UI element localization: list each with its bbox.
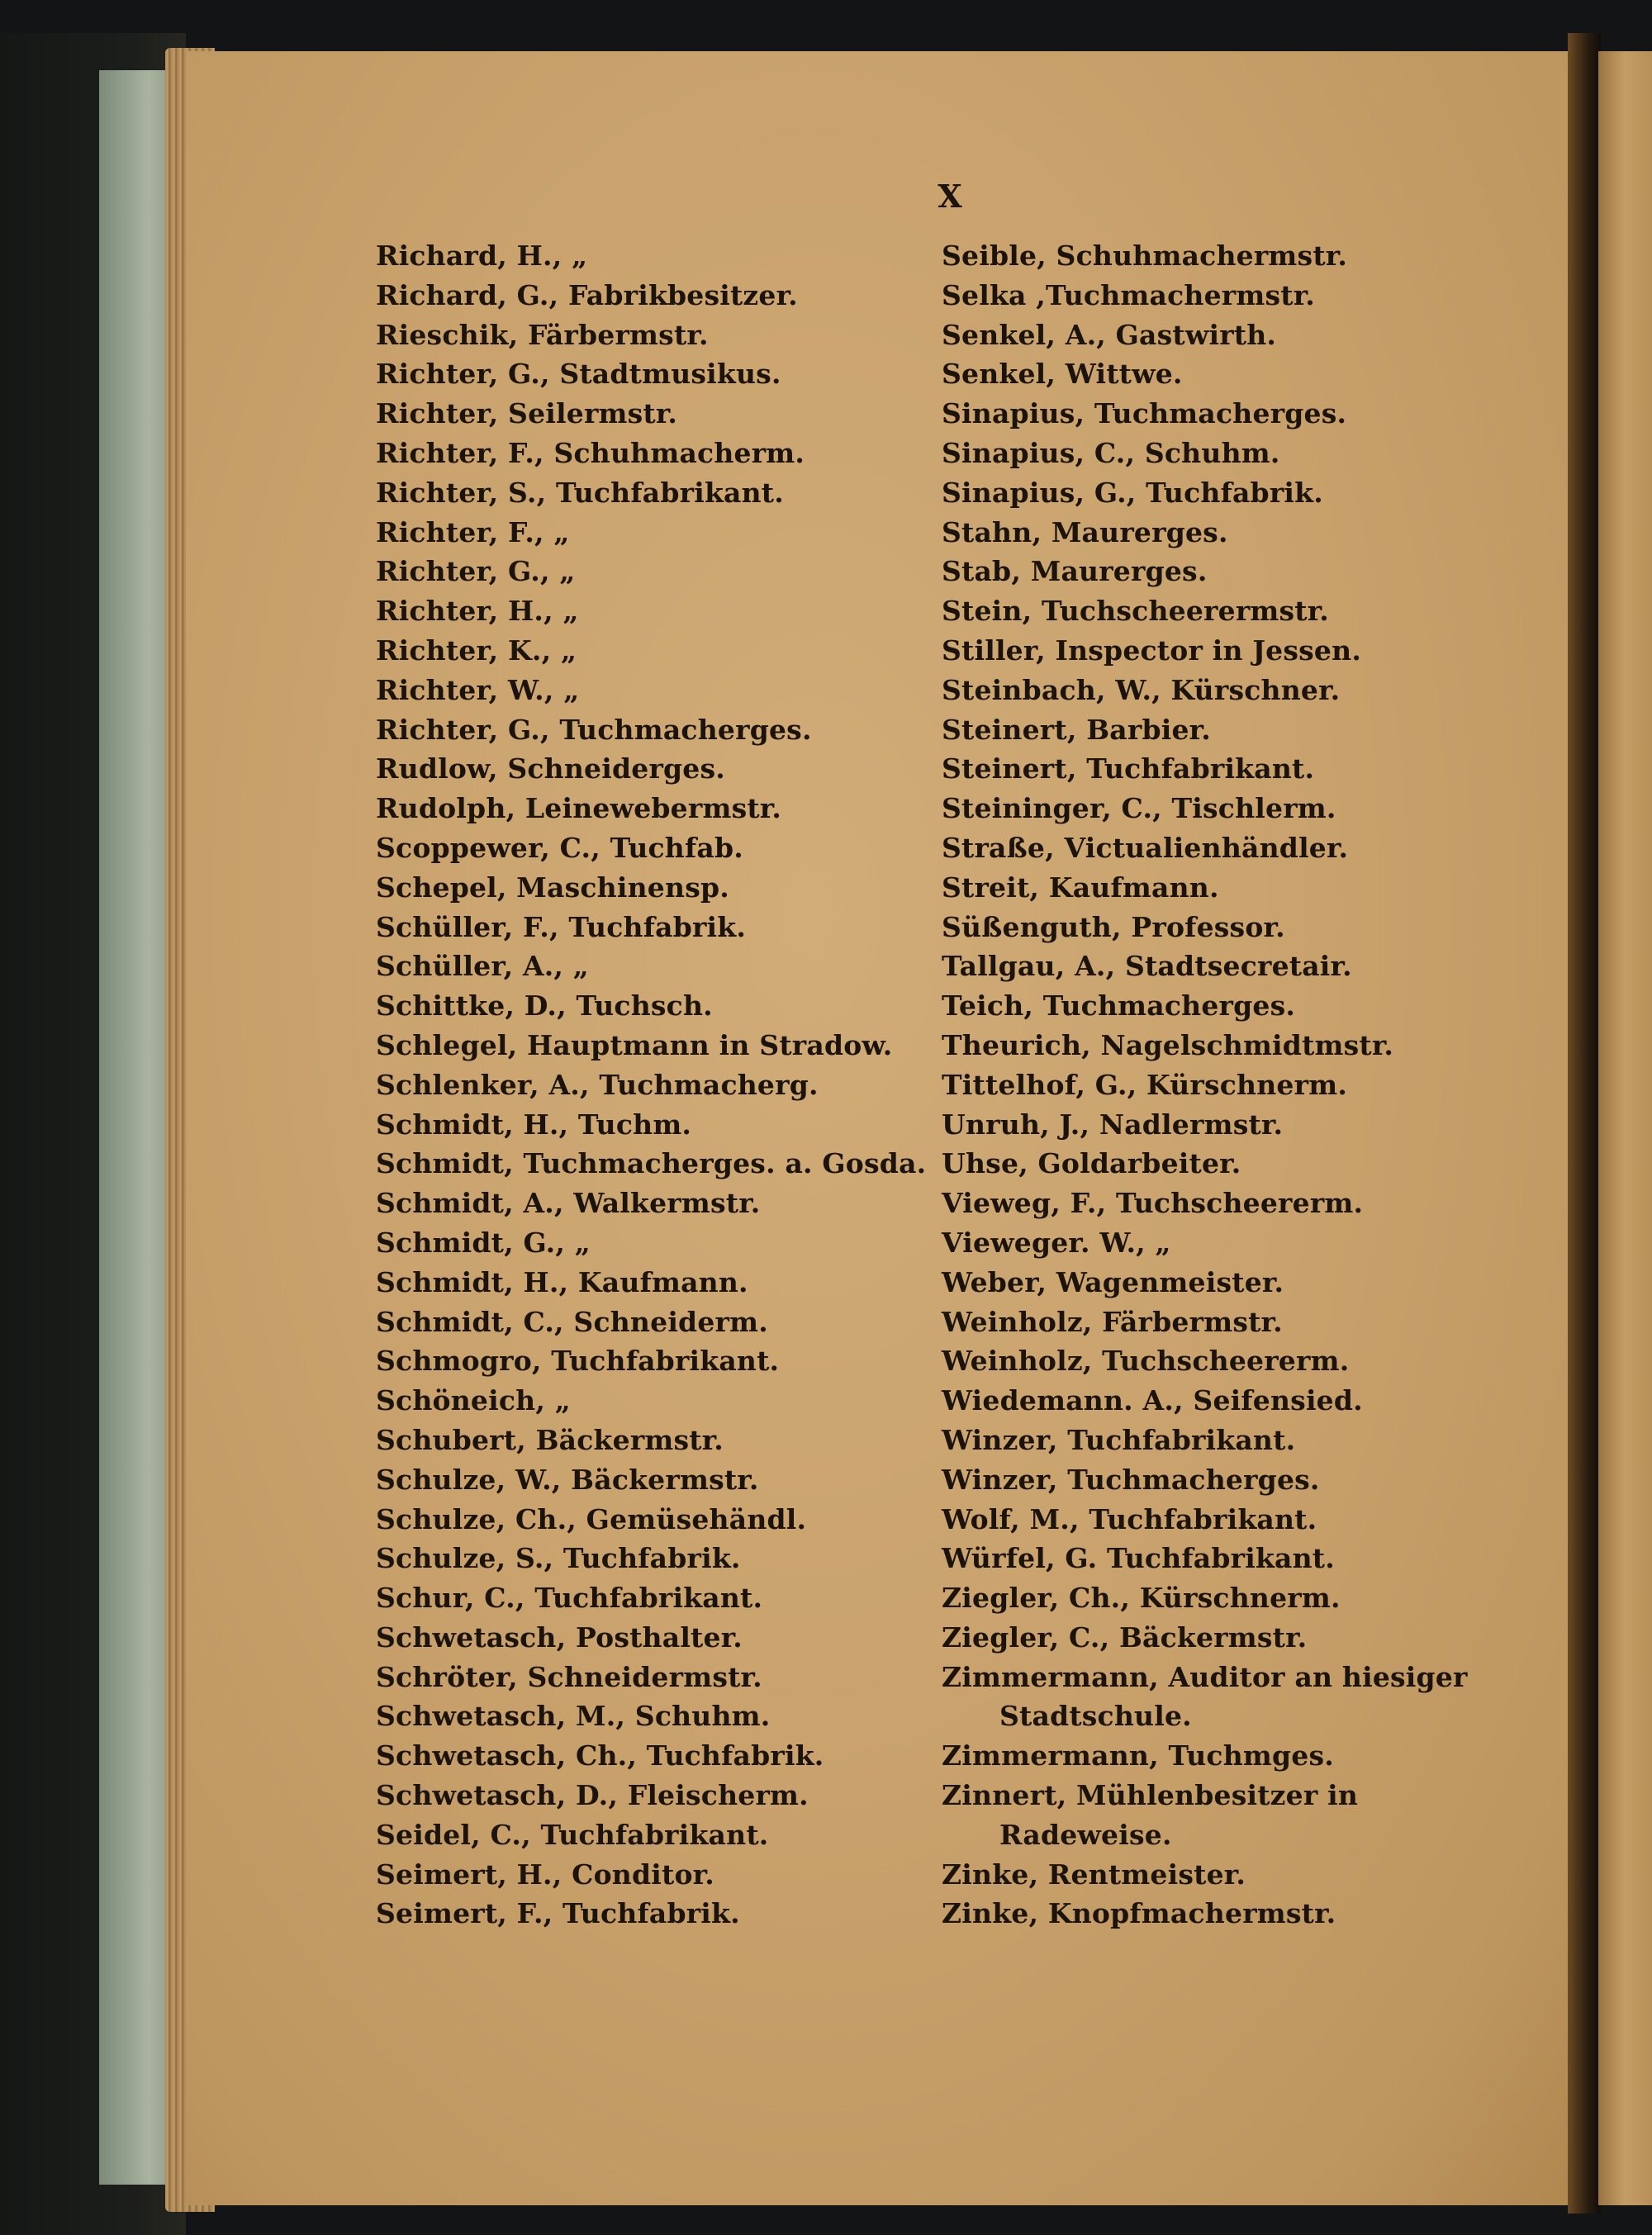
directory-entry: Stahn, Maurerges. [942, 515, 1228, 548]
directory-entry: Richter, G., Stadtmusikus. [376, 358, 781, 391]
directory-entry: Seible, Schuhmachermstr. [942, 240, 1348, 272]
directory-entry: Schittke, D., Tuchsch. [376, 989, 713, 1023]
page-number: X [938, 178, 962, 215]
directory-entry: Richter, G., „ [376, 555, 576, 588]
directory-entry-continuation: Radeweise. [999, 1818, 1172, 1851]
directory-entry: Schmogro, Tuchfabrikant. [376, 1345, 780, 1378]
directory-entry: Vieweger. W., „ [942, 1226, 1171, 1259]
directory-entry: Schubert, Bäckermstr. [376, 1423, 724, 1456]
directory-entry: Würfel, G. Tuchfabrikant. [942, 1542, 1335, 1575]
directory-entry: Weinholz, Färbermstr. [942, 1305, 1283, 1338]
directory-entry: Schüller, A., „ [376, 950, 589, 983]
directory-entry: Scoppewer, C., Tuchfab. [376, 831, 743, 864]
directory-entry: Richter, W., „ [376, 673, 580, 706]
directory-entry: Zinke, Knopfmachermstr. [942, 1897, 1336, 1930]
directory-entry: Steinert, Barbier. [942, 713, 1211, 746]
directory-entry: Weinholz, Tuchscheererm. [942, 1345, 1350, 1378]
directory-entry: Senkel, Wittwe. [942, 358, 1183, 391]
directory-entry: Zimmermann, Tuchmges. [942, 1739, 1334, 1772]
directory-entry: Sinapius, Tuchmacherges. [942, 397, 1347, 430]
directory-entry: Schröter, Schneidermstr. [376, 1660, 762, 1693]
next-page-edge [1598, 51, 1652, 2205]
directory-entry: Schmidt, H., Tuchm. [376, 1108, 692, 1141]
directory-entry: Süßenguth, Professor. [942, 910, 1285, 943]
directory-entry: Teich, Tuchmacherges. [942, 989, 1296, 1023]
directory-entry: Schlegel, Hauptmann in Stradow. [376, 1028, 893, 1061]
directory-entry: Richter, G., Tuchmacherges. [376, 713, 812, 746]
directory-entry: Straße, Victualienhändler. [942, 831, 1349, 864]
directory-entry-continuation: Stadtschule. [999, 1700, 1192, 1733]
directory-entry: Winzer, Tuchfabrikant. [942, 1423, 1296, 1456]
directory-entry: Vieweg, F., Tuchscheererm. [942, 1187, 1364, 1220]
directory-entry: Richard, G., Fabrikbesitzer. [376, 278, 798, 311]
directory-entry: Stein, Tuchscheerermstr. [942, 595, 1329, 628]
directory-entry: Seimert, H., Conditor. [376, 1858, 714, 1891]
directory-entry: Seidel, C., Tuchfabrikant. [376, 1818, 769, 1851]
directory-entry: Schulze, S., Tuchfabrik. [376, 1542, 741, 1575]
directory-entry: Wiedemann. A., Seifensied. [942, 1384, 1363, 1417]
directory-entry: Stab, Maurerges. [942, 555, 1208, 588]
directory-entry: Ziegler, Ch., Kürschnerm. [942, 1582, 1341, 1615]
directory-entry: Winzer, Tuchmacherges. [942, 1463, 1320, 1496]
directory-entry: Seimert, F., Tuchfabrik. [376, 1897, 740, 1930]
directory-entry: Tittelhof, G., Kürschnerm. [942, 1068, 1348, 1101]
directory-entry: Schmidt, A., Walkermstr. [376, 1187, 761, 1220]
directory-entry: Sinapius, G., Tuchfabrik. [942, 476, 1323, 509]
directory-entry: Rudolph, Leinewebermstr. [376, 792, 782, 825]
directory-entry: Richter, F., „ [376, 515, 570, 548]
directory-entry: Zimmermann, Auditor an hiesiger [942, 1660, 1468, 1693]
directory-entry: Schwetasch, M., Schuhm. [376, 1700, 771, 1733]
directory-entry: Rieschik, Färbermstr. [376, 318, 709, 351]
directory-entry: Richter, S., Tuchfabrikant. [376, 476, 784, 509]
directory-entry: Uhse, Goldarbeiter. [942, 1147, 1241, 1180]
directory-entry: Rudlow, Schneiderges. [376, 752, 725, 785]
directory-entry: Theurich, Nagelschmidtmstr. [942, 1028, 1394, 1061]
directory-entry: Schwetasch, D., Fleischerm. [376, 1779, 809, 1812]
directory-column-right [942, 236, 1479, 1934]
directory-entry: Schüller, F., Tuchfabrik. [376, 910, 747, 943]
directory-entry: Wolf, M., Tuchfabrikant. [942, 1502, 1317, 1535]
directory-entry: Schulze, W., Bäckermstr. [376, 1463, 759, 1496]
directory-entry: Steinert, Tuchfabrikant. [942, 752, 1315, 785]
directory-entry: Steininger, C., Tischlerm. [942, 792, 1336, 825]
directory-entry: Richter, H., „ [376, 595, 579, 628]
directory-entry: Schmidt, H., Kaufmann. [376, 1265, 748, 1298]
directory-entry: Tallgau, A., Stadtsecretair. [942, 950, 1352, 983]
directory-entry: Schulze, Ch., Gemüsehändl. [376, 1502, 807, 1535]
directory-column-left [376, 236, 927, 1934]
directory-entry: Schwetasch, Ch., Tuchfabrik. [376, 1739, 824, 1772]
directory-entry: Schlenker, A., Tuchmacherg. [376, 1068, 819, 1101]
directory-entry: Ziegler, C., Bäckermstr. [942, 1620, 1308, 1654]
directory-entry: Streit, Kaufmann. [942, 871, 1219, 904]
directory-entry: Schmidt, C., Schneiderm. [376, 1305, 768, 1338]
book-gutter [1568, 33, 1601, 2214]
directory-entry: Schmidt, Tuchmacherges. a. Gosda. [376, 1147, 927, 1180]
directory-entry: Richard, H., „ [376, 240, 588, 272]
directory-entry: Schmidt, G., „ [376, 1226, 591, 1259]
directory-entry: Richter, K., „ [376, 633, 577, 667]
directory-entry: Schur, C., Tuchfabrikant. [376, 1582, 763, 1615]
directory-entry: Selka ,Tuchmachermstr. [942, 278, 1315, 311]
directory-entry: Stiller, Inspector in Jessen. [942, 633, 1362, 667]
directory-entry: Unruh, J., Nadlermstr. [942, 1108, 1284, 1141]
directory-entry: Sinapius, C., Schuhm. [942, 436, 1280, 469]
directory-entry: Steinbach, W., Kürschner. [942, 673, 1341, 706]
directory-entry: Zinnert, Mühlenbesitzer in [942, 1779, 1359, 1812]
directory-entry: Senkel, A., Gastwirth. [942, 318, 1277, 351]
directory-entry: Richter, Seilermstr. [376, 397, 678, 430]
directory-entry: Schöneich, „ [376, 1384, 571, 1417]
directory-entry: Richter, F., Schuhmacherm. [376, 436, 805, 469]
directory-entry: Schepel, Maschinensp. [376, 871, 729, 904]
directory-entry: Weber, Wagenmeister. [942, 1265, 1284, 1298]
directory-entry: Schwetasch, Posthalter. [376, 1620, 743, 1654]
directory-entry: Zinke, Rentmeister. [942, 1858, 1246, 1891]
